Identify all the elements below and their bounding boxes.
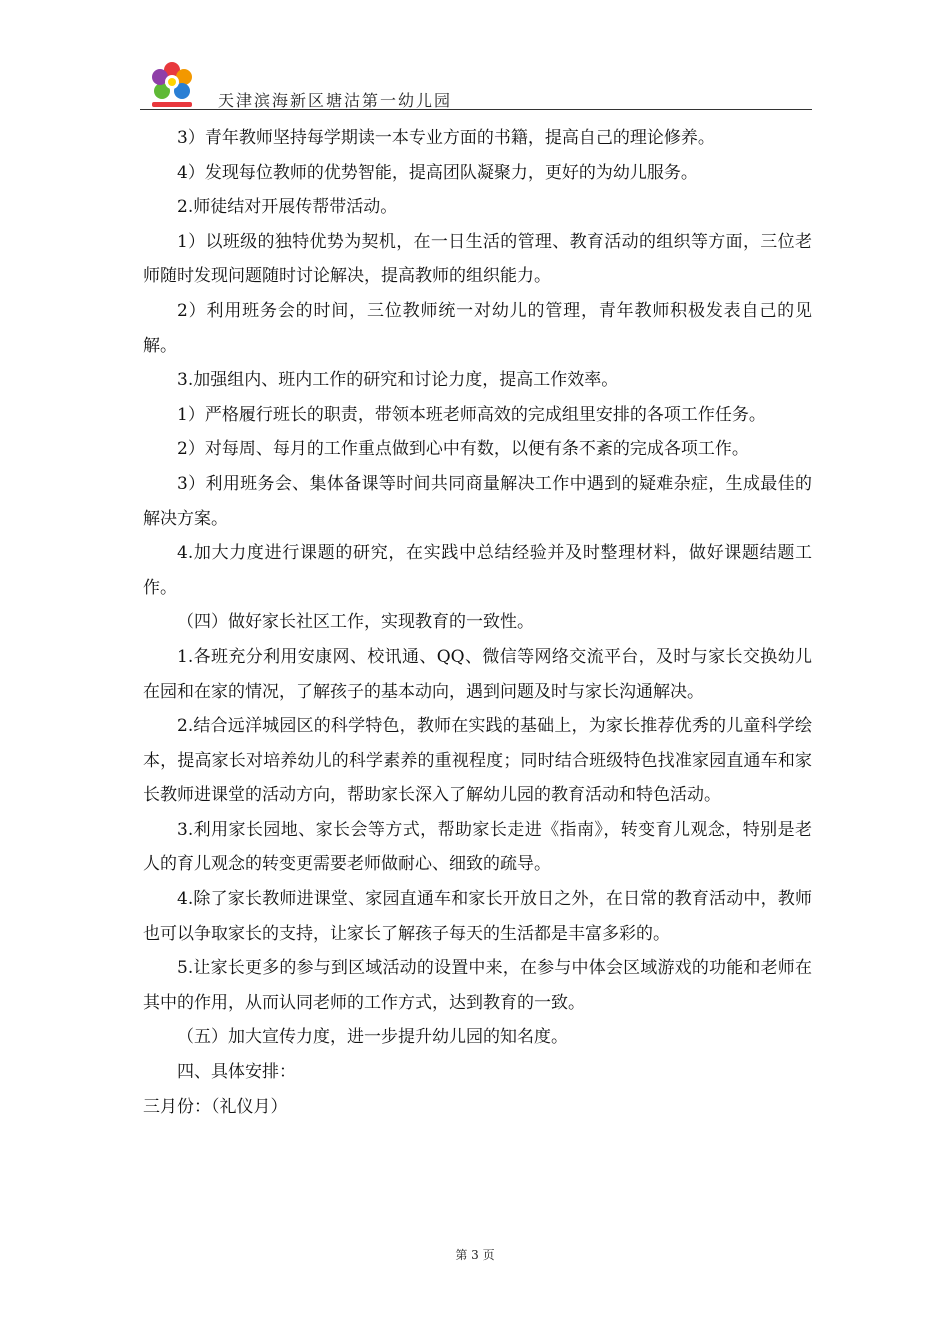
paragraph: 3.利用家长园地、家长会等方式，帮助家长走进《指南》，转变育儿观念，特别是老人的育儿观念的转变更需要老师做耐心、细致的疏导。 xyxy=(143,819,812,875)
paragraph: 3.加强组内、班内工作的研究和讨论力度，提高工作效率。 xyxy=(177,370,619,391)
paragraph: 2）对每周、每月的工作重点做到心中有数，以便有条不紊的完成各项工作。 xyxy=(177,439,749,460)
paragraph: 三月份：（礼仪月） xyxy=(143,1096,288,1117)
paragraph: 四、具体安排： xyxy=(177,1062,296,1083)
paragraph: 4.除了家长教师进课堂、家园直通车和家长开放日之外，在日常的教育活动中，教师也可以争取家长的支持，让家长了解孩子每天的生活都是丰富多彩的。 xyxy=(143,889,812,944)
paragraph: 2.结合远洋城园区的科学特色，教师在实践的基础上，为家长推荐优秀的儿童科学绘本，提高家长对培养幼儿的科学素养的重视程度；同时结合班级特色找准家园直通车和家长教师进课堂的活动方向，帮助家长深入了解幼儿园的教育活动和特色活动。 xyxy=(143,716,812,806)
paragraph: 4.加大力度进行课题的研究，在实践中总结经验并及时整理材料，做好课题结题工作。 xyxy=(143,543,812,598)
kindergarten-name: 天津滨海新区塘沽第一幼儿园 xyxy=(218,91,453,110)
paragraph: 2.师徒结对开展传帮带活动。 xyxy=(177,197,398,218)
paragraph: 1.各班充分利用安康网、校讯通、QQ、微信等网络交流平台，及时与家长交换幼儿在园和在家的情况，了解孩子的基本动向，遇到问题及时与家长沟通解决。 xyxy=(143,646,812,702)
paragraph: 1）严格履行班长的职责，带领本班老师高效的完成组里安排的各项工作任务。 xyxy=(177,404,766,425)
paragraph: 1）以班级的独特优势为契机，在一日生活的管理、教育活动的组织等方面，三位老师随时发现问题随时讨论解决，提高教师的组织能力。 xyxy=(143,231,812,287)
paragraph: 2）利用班务会的时间，三位教师统一对幼儿的管理，青年教师积极发表自己的见解。 xyxy=(143,300,812,356)
header-divider xyxy=(140,109,812,110)
paragraph: （四）做好家长社区工作，实现教育的一致性。 xyxy=(177,612,534,633)
paragraph: 5.让家长更多的参与到区域活动的设置中来，在参与中体会区域游戏的功能和老师在其中的作用，从而认同老师的工作方式，达到教育的一致。 xyxy=(143,958,812,1013)
page-number: 第 3 页 xyxy=(455,1248,495,1262)
paragraph: 3）利用班务会、集体备课等时间共同商量解决工作中遇到的疑难杂症，生成最佳的解决方案。 xyxy=(143,473,812,529)
paragraph: 3）青年教师坚持每学期读一本专业方面的书籍，提高自己的理论修养。 xyxy=(177,128,715,148)
paragraph: （五）加大宣传力度，进一步提升幼儿园的知名度。 xyxy=(177,1027,568,1048)
paragraph: 4）发现每位教师的优势智能，提高团队凝聚力，更好的为幼儿服务。 xyxy=(177,162,698,183)
flower-logo-icon xyxy=(146,58,198,110)
page-header xyxy=(140,52,812,110)
document-body xyxy=(143,121,812,1124)
